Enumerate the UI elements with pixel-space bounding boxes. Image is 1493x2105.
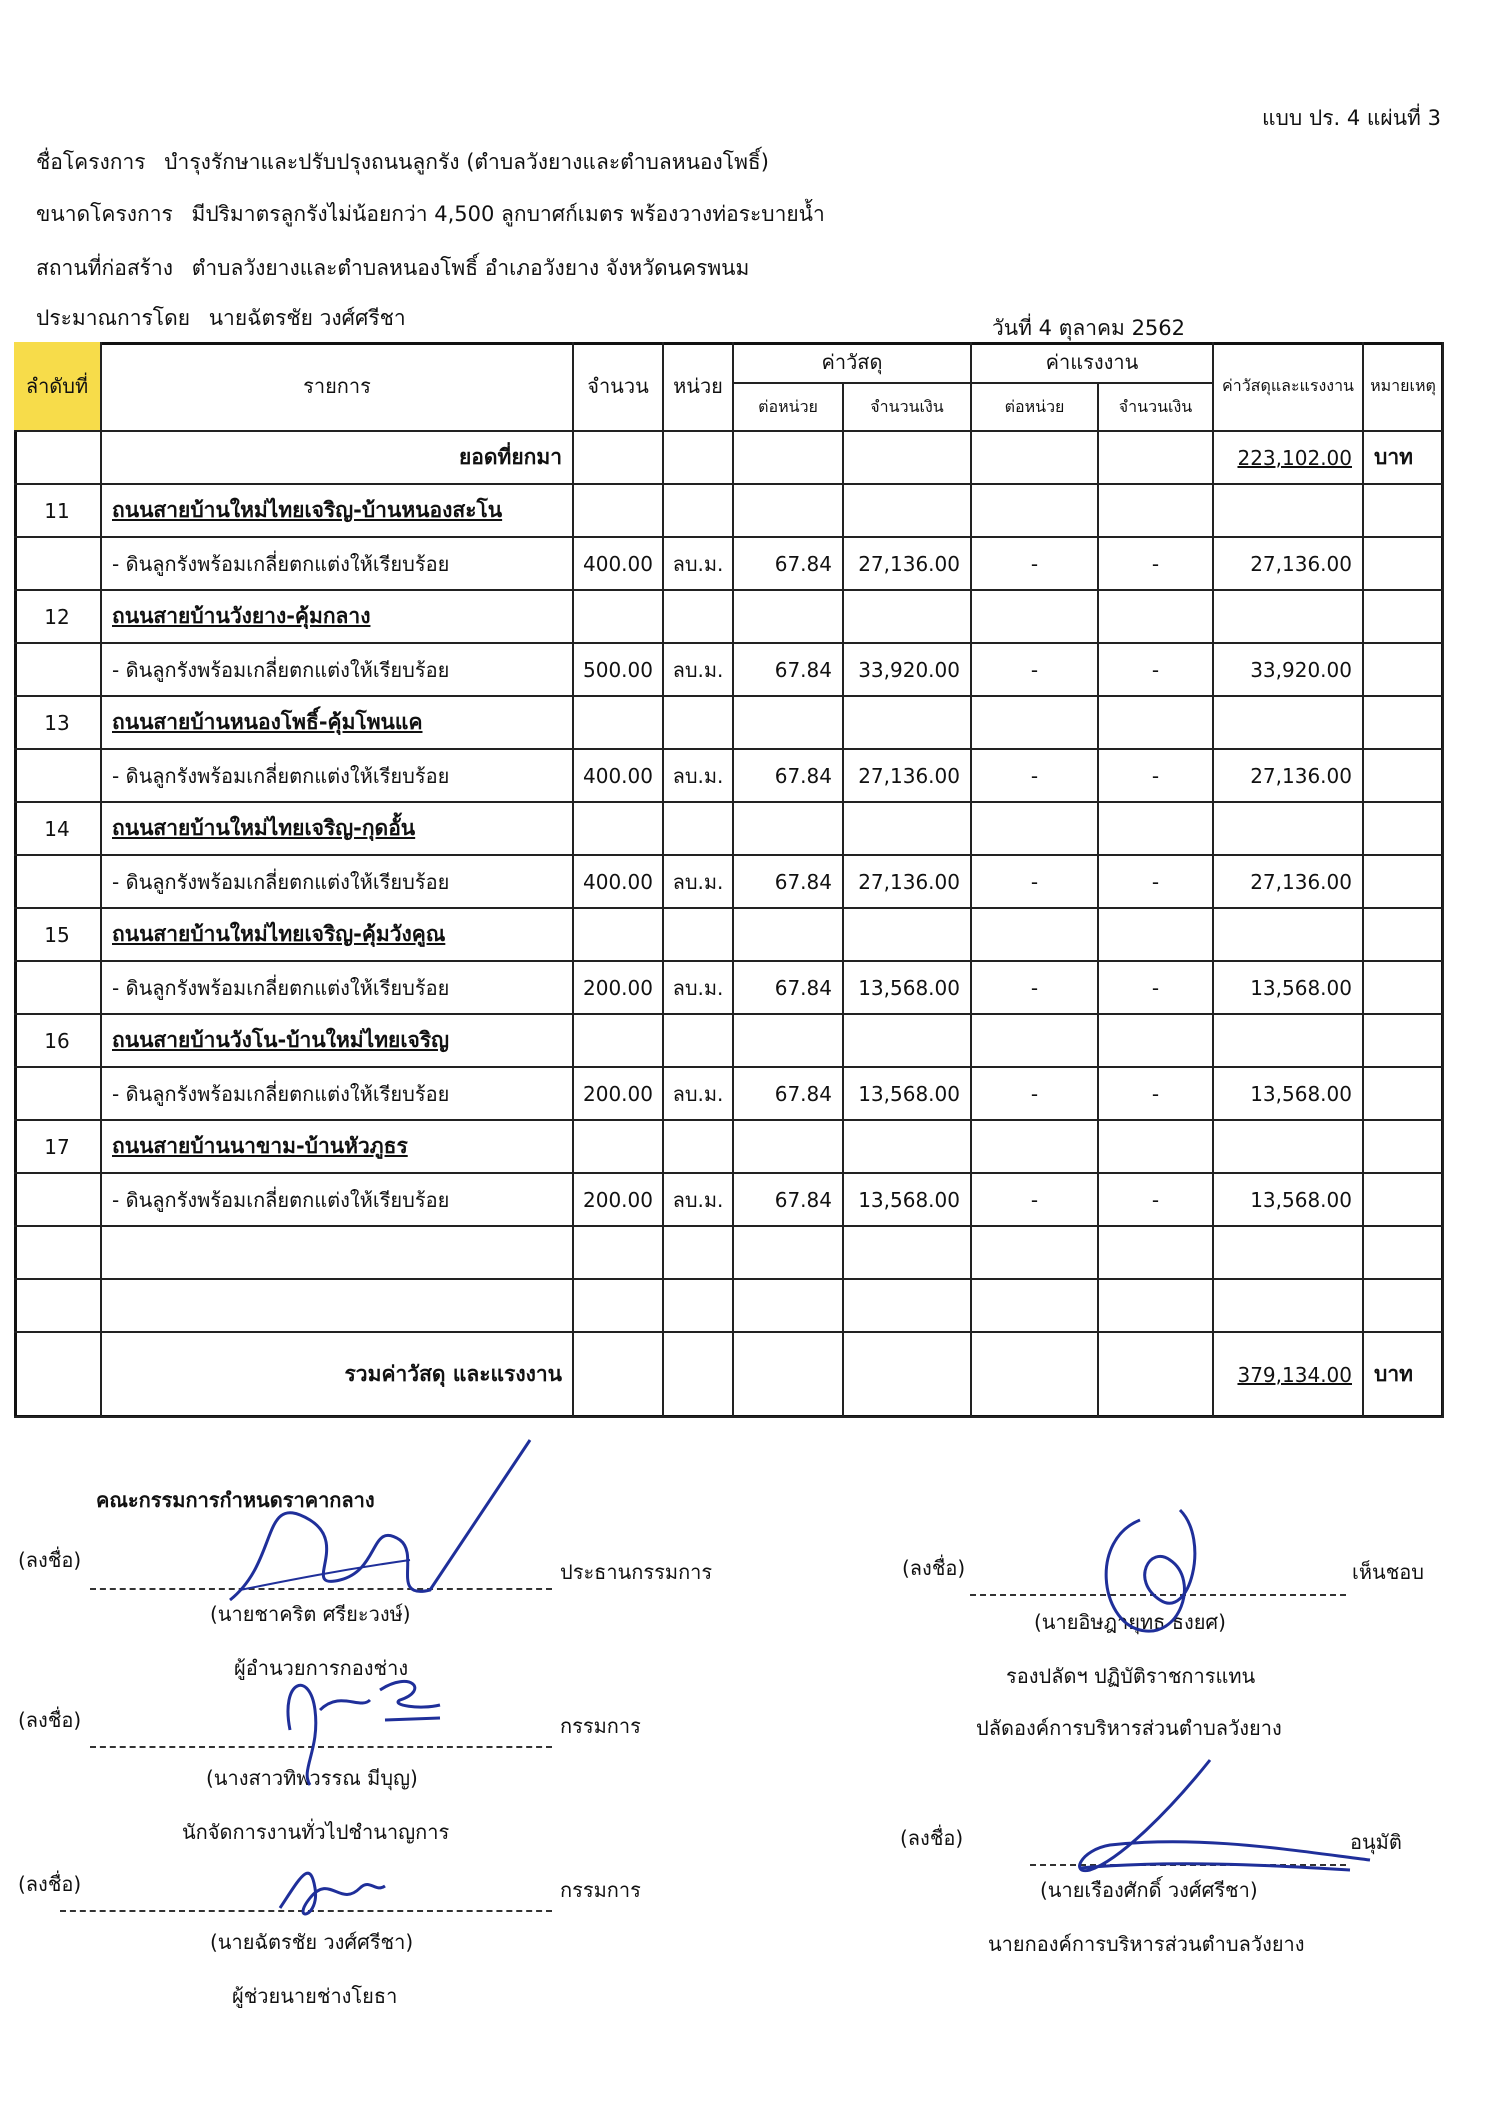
approver-role-1: เห็นชอบ: [1352, 1560, 1424, 1584]
item-note: [1364, 1068, 1444, 1121]
road-row-empty: [972, 909, 1099, 962]
road-row-empty: [664, 1015, 734, 1068]
item-number: 14: [14, 803, 102, 856]
estimator-value: นายฉัตรชัย วงศ์ศรีชา: [208, 306, 406, 330]
project-label: ชื่อโครงการ: [36, 150, 146, 174]
labor-amount: -: [1099, 538, 1214, 591]
grand-total-no-empty: [14, 1333, 102, 1418]
item-note: [1364, 644, 1444, 697]
material-unit-price: 67.84: [734, 856, 844, 909]
grand-total-label: รวมค่าวัสดุ และแรงงาน: [102, 1333, 574, 1418]
item-total: 13,568.00: [1214, 962, 1364, 1015]
road-row-empty: [734, 803, 844, 856]
empty-cell: [574, 1280, 664, 1333]
road-row-empty: [574, 1121, 664, 1174]
material-unit-price: 67.84: [734, 962, 844, 1015]
member-role-3: กรรมการ: [560, 1878, 641, 1902]
item-quantity: 400.00: [574, 538, 664, 591]
item-row-no-empty: [14, 856, 102, 909]
item-quantity: 200.00: [574, 1068, 664, 1121]
project-name: บำรุงรักษาและปรับปรุงถนนลูกรัง (ตำบลวังยางและตำบลหนองโพธิ์): [164, 150, 769, 174]
road-row-empty: [844, 1121, 972, 1174]
road-row-empty: [972, 803, 1099, 856]
material-unit-price: 67.84: [734, 1174, 844, 1227]
road-row-empty: [734, 485, 844, 538]
member-role-2: กรรมการ: [560, 1714, 641, 1738]
road-row-empty: [1364, 1015, 1444, 1068]
grand-total-empty: [1099, 1333, 1214, 1418]
road-row-empty: [734, 909, 844, 962]
member-name-1: (นายชาคริต ศรียะวงษ์): [210, 1602, 411, 1626]
road-row-empty: [972, 697, 1099, 750]
approver-position-1a: รองปลัดฯ ปฏิบัติราชการแทน: [1006, 1664, 1256, 1688]
approver-name-2: (นายเรืองศักดิ์ วงศ์ศรีชา): [1040, 1878, 1258, 1902]
empty-cell: [14, 1227, 102, 1280]
road-row-empty: [1364, 485, 1444, 538]
road-row-empty: [574, 909, 664, 962]
labor-amount: -: [1099, 1174, 1214, 1227]
header-labor-per-unit: ต่อหน่วย: [972, 384, 1099, 432]
labor-unit-price: -: [972, 962, 1099, 1015]
empty-cell: [1099, 1280, 1214, 1333]
material-amount: 13,568.00: [844, 1174, 972, 1227]
item-description: - ดินลูกรังพร้อมเกลี่ยตกแต่งให้เรียบร้อย: [102, 750, 574, 803]
carried-forward-total: 223,102.00: [1214, 432, 1364, 485]
item-number: 15: [14, 909, 102, 962]
cf-empty: [734, 432, 844, 485]
item-unit: ลบ.ม.: [664, 1174, 734, 1227]
sign-label-3: (ลงชื่อ): [18, 1872, 82, 1896]
material-amount: 33,920.00: [844, 644, 972, 697]
grand-total-empty: [844, 1333, 972, 1418]
item-note: [1364, 538, 1444, 591]
labor-unit-price: -: [972, 1174, 1099, 1227]
approver-sign-label-1: (ลงชื่อ): [902, 1556, 966, 1580]
road-row-empty: [734, 697, 844, 750]
header-labor: ค่าแรงงาน: [972, 342, 1214, 384]
item-description: - ดินลูกรังพร้อมเกลี่ยตกแต่งให้เรียบร้อย: [102, 538, 574, 591]
item-row-no-empty: [14, 538, 102, 591]
material-amount: 13,568.00: [844, 1068, 972, 1121]
header-material-amount: จำนวนเงิน: [844, 384, 972, 432]
project-size-line: [36, 198, 825, 231]
header-material-per-unit: ต่อหน่วย: [734, 384, 844, 432]
header-item: รายการ: [102, 342, 574, 432]
road-row-empty: [664, 485, 734, 538]
approver-role-2: อนุมัติ: [1350, 1830, 1402, 1854]
grand-total-currency: บาท: [1364, 1333, 1444, 1418]
item-row-no-empty: [14, 1068, 102, 1121]
header-material: ค่าวัสดุ: [734, 342, 972, 384]
empty-cell: [1099, 1227, 1214, 1280]
road-name: ถนนสายบ้านใหม่ไทยเจริญ-บ้านหนองสะโน: [102, 485, 574, 538]
road-row-empty: [844, 485, 972, 538]
material-amount: 13,568.00: [844, 962, 972, 1015]
road-row-empty: [664, 909, 734, 962]
labor-amount: -: [1099, 644, 1214, 697]
size-label: ขนาดโครงการ: [36, 202, 173, 226]
signature-scribble-approver-2: [1050, 1750, 1380, 1890]
road-row-empty: [1214, 485, 1364, 538]
road-row-empty: [844, 697, 972, 750]
empty-cell: [734, 1280, 844, 1333]
road-row-empty: [574, 485, 664, 538]
item-description: - ดินลูกรังพร้อมเกลี่ยตกแต่งให้เรียบร้อย: [102, 1174, 574, 1227]
project-name-line: [36, 146, 769, 179]
road-row-empty: [1099, 1121, 1214, 1174]
item-quantity: 400.00: [574, 750, 664, 803]
item-total: 27,136.00: [1214, 856, 1364, 909]
empty-cell: [972, 1227, 1099, 1280]
road-row-empty: [1214, 909, 1364, 962]
header-qty: จำนวน: [574, 342, 664, 432]
member-position-1: ผู้อำนวยการกองช่าง: [234, 1656, 409, 1680]
labor-amount: -: [1099, 1068, 1214, 1121]
empty-cell: [664, 1280, 734, 1333]
signature-scribble-member-3: [270, 1848, 390, 1938]
size-value: มีปริมาตรลูกรังไม่น้อยกว่า 4,500 ลูกบาศก์เมตร พร้องวางท่อระบายน้ำ: [191, 202, 825, 226]
site-label: สถานที่ก่อสร้าง: [36, 256, 173, 280]
cf-empty: [664, 432, 734, 485]
item-quantity: 200.00: [574, 962, 664, 1015]
road-row-empty: [1214, 697, 1364, 750]
item-total: 13,568.00: [1214, 1174, 1364, 1227]
road-row-empty: [972, 1121, 1099, 1174]
item-number: 13: [14, 697, 102, 750]
empty-cell: [1364, 1227, 1444, 1280]
road-row-empty: [1364, 909, 1444, 962]
road-row-empty: [1099, 909, 1214, 962]
road-row-empty: [1364, 1121, 1444, 1174]
item-row-no-empty: [14, 962, 102, 1015]
item-unit: ลบ.ม.: [664, 856, 734, 909]
road-row-empty: [844, 1015, 972, 1068]
member-name-2: (นางสาวทิพวรรณ มีบุญ): [206, 1766, 418, 1790]
approver-position-2: นายกองค์การบริหารส่วนตำบลวังยาง: [988, 1932, 1305, 1956]
road-name: ถนนสายบ้านใหม่ไทยเจริญ-กุดอั้น: [102, 803, 574, 856]
item-note: [1364, 1174, 1444, 1227]
estimate-date: วันที่ 4 ตุลาคม 2562: [992, 316, 1186, 340]
road-row-empty: [1214, 1121, 1364, 1174]
item-row-no-empty: [14, 750, 102, 803]
header-note: หมายเหตุ: [1364, 342, 1444, 432]
road-row-empty: [844, 909, 972, 962]
item-note: [1364, 962, 1444, 1015]
form-code: แบบ ปร. 4 แผ่นที่ 3: [1262, 106, 1441, 130]
grand-total-empty: [574, 1333, 664, 1418]
material-unit-price: 67.84: [734, 750, 844, 803]
item-quantity: 500.00: [574, 644, 664, 697]
labor-unit-price: -: [972, 644, 1099, 697]
empty-cell: [102, 1227, 574, 1280]
labor-unit-price: -: [972, 750, 1099, 803]
item-unit: ลบ.ม.: [664, 750, 734, 803]
member-position-2: นักจัดการงานทั่วไปชำนาญการ: [182, 1820, 450, 1844]
road-name: ถนนสายบ้านนาขาม-บ้านหัวภูธร: [102, 1121, 574, 1174]
material-amount: 27,136.00: [844, 538, 972, 591]
site-value: ตำบลวังยางและตำบลหนองโพธิ์ อำเภอวังยาง จังหวัดนครพนม: [191, 256, 750, 280]
approver-sign-label-2: (ลงชื่อ): [900, 1826, 964, 1850]
item-note: [1364, 750, 1444, 803]
item-quantity: 200.00: [574, 1174, 664, 1227]
item-description: - ดินลูกรังพร้อมเกลี่ยตกแต่งให้เรียบร้อย: [102, 1068, 574, 1121]
grand-total-empty: [734, 1333, 844, 1418]
signature-scribble-chairman: [200, 1430, 540, 1630]
item-total: 33,920.00: [1214, 644, 1364, 697]
road-row-empty: [844, 591, 972, 644]
item-number: 11: [14, 485, 102, 538]
road-row-empty: [574, 1015, 664, 1068]
item-unit: ลบ.ม.: [664, 538, 734, 591]
labor-unit-price: -: [972, 856, 1099, 909]
road-row-empty: [1364, 591, 1444, 644]
road-row-empty: [972, 1015, 1099, 1068]
cf-empty: [972, 432, 1099, 485]
road-row-empty: [1364, 697, 1444, 750]
header-total: ค่าวัสดุและแรงงาน: [1214, 342, 1364, 432]
road-row-empty: [664, 803, 734, 856]
empty-cell: [1214, 1280, 1364, 1333]
road-row-empty: [972, 485, 1099, 538]
material-unit-price: 67.84: [734, 1068, 844, 1121]
member-name-3: (นายฉัตรชัย วงศ์ศรีชา): [210, 1930, 414, 1954]
road-row-empty: [734, 1015, 844, 1068]
road-name: ถนนสายบ้านวังยาง-คุ้มกลาง: [102, 591, 574, 644]
empty-cell: [14, 1280, 102, 1333]
road-row-empty: [1099, 485, 1214, 538]
item-note: [1364, 856, 1444, 909]
item-total: 13,568.00: [1214, 1068, 1364, 1121]
road-row-empty: [1099, 697, 1214, 750]
empty-cell: [844, 1280, 972, 1333]
material-unit-price: 67.84: [734, 644, 844, 697]
sign-label-1: (ลงชื่อ): [18, 1548, 82, 1572]
header-labor-amount: จำนวนเงิน: [1099, 384, 1214, 432]
road-row-empty: [664, 1121, 734, 1174]
road-row-empty: [844, 803, 972, 856]
cf-no: [14, 432, 102, 485]
road-row-empty: [664, 591, 734, 644]
estimator-line: [36, 302, 406, 335]
road-row-empty: [734, 1121, 844, 1174]
signature-scribble-member-2: [270, 1650, 450, 1790]
item-number: 17: [14, 1121, 102, 1174]
road-row-empty: [574, 803, 664, 856]
item-unit: ลบ.ม.: [664, 962, 734, 1015]
road-row-empty: [1214, 591, 1364, 644]
item-row-no-empty: [14, 644, 102, 697]
road-row-empty: [1099, 591, 1214, 644]
item-total: 27,136.00: [1214, 538, 1364, 591]
estimator-label: ประมาณการโดย: [36, 306, 191, 330]
road-row-empty: [1099, 803, 1214, 856]
labor-amount: -: [1099, 750, 1214, 803]
road-row-empty: [1364, 803, 1444, 856]
labor-amount: -: [1099, 856, 1214, 909]
item-row-no-empty: [14, 1174, 102, 1227]
cf-empty: [844, 432, 972, 485]
empty-cell: [844, 1227, 972, 1280]
grand-total-amount: 379,134.00: [1214, 1333, 1364, 1418]
item-quantity: 400.00: [574, 856, 664, 909]
item-description: - ดินลูกรังพร้อมเกลี่ยตกแต่งให้เรียบร้อย: [102, 962, 574, 1015]
approver-position-1b: ปลัดองค์การบริหารส่วนตำบลวังยาง: [976, 1716, 1282, 1740]
material-amount: 27,136.00: [844, 856, 972, 909]
carried-forward-currency: บาท: [1364, 432, 1444, 485]
item-number: 12: [14, 591, 102, 644]
empty-cell: [1214, 1227, 1364, 1280]
cost-estimate-table: [14, 342, 1444, 1418]
road-name: ถนนสายบ้านวังโน-บ้านใหม่ไทยเจริญ: [102, 1015, 574, 1068]
signature-scribble-approver-1: [1080, 1500, 1230, 1660]
approver-name-1: (นายอิษฎายุทธ ธงยศ): [1034, 1610, 1226, 1634]
labor-amount: -: [1099, 962, 1214, 1015]
labor-unit-price: -: [972, 538, 1099, 591]
header-no: ลำดับที่: [14, 342, 102, 432]
item-unit: ลบ.ม.: [664, 644, 734, 697]
road-row-empty: [1099, 1015, 1214, 1068]
site-line: [36, 252, 749, 285]
item-total: 27,136.00: [1214, 750, 1364, 803]
empty-cell: [1364, 1280, 1444, 1333]
item-number: 16: [14, 1015, 102, 1068]
road-row-empty: [664, 697, 734, 750]
sign-label-2: (ลงชื่อ): [18, 1708, 82, 1732]
empty-cell: [734, 1227, 844, 1280]
item-description: - ดินลูกรังพร้อมเกลี่ยตกแต่งให้เรียบร้อย: [102, 856, 574, 909]
header-unit: หน่วย: [664, 342, 734, 432]
grand-total-empty: [972, 1333, 1099, 1418]
cf-empty: [1099, 432, 1214, 485]
grand-total-empty: [664, 1333, 734, 1418]
empty-cell: [664, 1227, 734, 1280]
member-role-1: ประธานกรรมการ: [560, 1560, 713, 1584]
road-row-empty: [574, 591, 664, 644]
labor-unit-price: -: [972, 1068, 1099, 1121]
carried-forward-label: ยอดที่ยกมา: [102, 432, 574, 485]
empty-cell: [972, 1280, 1099, 1333]
road-row-empty: [574, 697, 664, 750]
member-position-3: ผู้ช่วยนายช่างโยธา: [232, 1984, 398, 2008]
road-row-empty: [1214, 803, 1364, 856]
road-row-empty: [734, 591, 844, 644]
item-unit: ลบ.ม.: [664, 1068, 734, 1121]
item-description: - ดินลูกรังพร้อมเกลี่ยตกแต่งให้เรียบร้อย: [102, 644, 574, 697]
empty-cell: [102, 1280, 574, 1333]
material-unit-price: 67.84: [734, 538, 844, 591]
road-name: ถนนสายบ้านใหม่ไทยเจริญ-คุ้มวังคูณ: [102, 909, 574, 962]
road-row-empty: [972, 591, 1099, 644]
road-row-empty: [1214, 1015, 1364, 1068]
material-amount: 27,136.00: [844, 750, 972, 803]
road-name: ถนนสายบ้านหนองโพธิ์-คุ้มโพนแค: [102, 697, 574, 750]
committee-title: คณะกรรมการกำหนดราคากลาง: [96, 1488, 375, 1512]
empty-cell: [574, 1227, 664, 1280]
cf-empty: [574, 432, 664, 485]
